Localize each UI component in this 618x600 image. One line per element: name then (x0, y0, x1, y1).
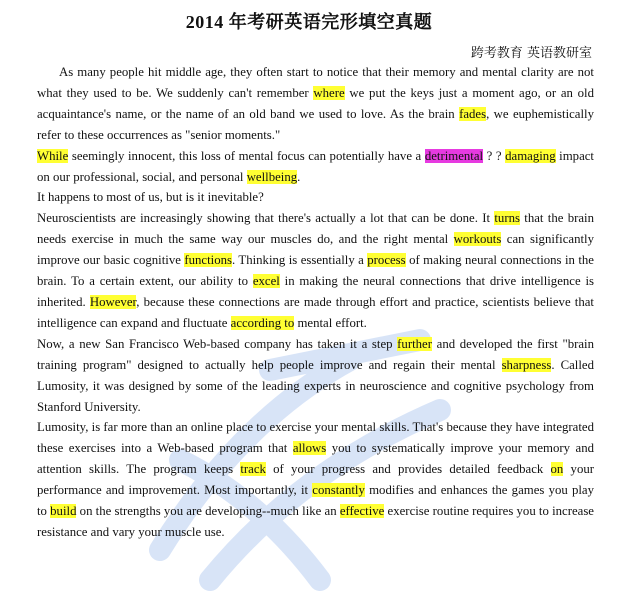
paragraph-5 (37, 334, 594, 418)
document-body (37, 62, 594, 543)
text-run: can significantly improve our basic cognitive (37, 232, 594, 268)
page-title: 2014 年考研英语完形填空真题 (185, 12, 433, 32)
organization-label: 跨考教育 英语教研室 (470, 46, 592, 61)
highlighted-word: process (367, 253, 406, 268)
text-run: It happens to most of us, but is it inevitable? (37, 190, 264, 205)
highlighted-word: on (550, 462, 564, 477)
text-run: . Called Lumosity, it was designed by some of the leading experts in neuroscience and cognitive psychology from Stanford University. (37, 357, 594, 414)
text-run: exercise routine requires you to increase resistance and vary your muscle use. (37, 504, 594, 539)
text-run: modifies and enhances the games you play to (37, 483, 595, 519)
text-run: . Thinking is essentially a (231, 253, 368, 268)
highlighted-word: However (89, 294, 137, 309)
text-run: you to systematically improve your memory and attention skills. The program keeps (37, 441, 594, 477)
text-run: that the brain needs exercise in much the same way our muscles do, and the right mental (37, 211, 594, 247)
text-run: we put the keys just a moment ago, or an old acquaintance's name, or the name of an old band we used to love. As the brain (37, 85, 594, 121)
highlighted-word: track (240, 462, 266, 477)
paragraph-3 (37, 187, 594, 208)
text-run: Neuroscientists are increasingly showing that there's actually a lot that can be done. It (37, 211, 495, 226)
text-run: . (297, 169, 301, 184)
highlighted-word: damaging (505, 148, 556, 163)
text-run: ? ? (483, 148, 506, 163)
text-run: Lumosity, is far more than an online place to exercise your mental skills. That's because they have integrated these exercises into a Web-based program that (37, 420, 594, 456)
highlighted-word: turns (494, 211, 520, 226)
paragraph-4 (37, 208, 594, 333)
highlighted-word: build (50, 504, 77, 519)
highlighted-word: constantly (312, 483, 365, 498)
text-run: and developed the first "brain training program" designed to actually help people improve and regain their mental (37, 336, 594, 372)
text-run: on the strengths you are developing--much like an (76, 504, 340, 519)
paragraph-1 (37, 62, 594, 146)
highlighted-word: according to (230, 315, 295, 330)
text-run: Now, a new San Francisco Web-based company has taken it a step (37, 336, 398, 351)
text-run: , we euphemistically refer to these occurrences as "senior moments." (37, 106, 594, 142)
highlighted-word-magenta: detrimental (424, 148, 484, 163)
text-run: seemingly innocent, this loss of mental focus can potentially have a (68, 148, 425, 163)
text-run: your performance and improvement. Most importantly, it (37, 462, 595, 498)
highlighted-word: excel (252, 274, 280, 289)
highlighted-word: wellbeing (246, 169, 298, 184)
highlighted-word: where (313, 85, 345, 100)
paragraph-6 (37, 417, 594, 542)
highlighted-word: functions (184, 253, 232, 268)
highlighted-word: sharpness (501, 357, 552, 372)
text-run: , because these connections are made through effort and practice, scientists believe that intelligence can expand and fluctuate (37, 294, 594, 330)
text-run: of making neural connections in the brain. To a certain extent, our ability to (37, 253, 594, 289)
text-run: mental effort. (294, 315, 367, 330)
text-run: As many people hit middle age, they often start to notice that their memory and mental clarity are not what they used to be. We suddenly can't remember (37, 65, 594, 100)
text-run: impact on our professional, social, and personal (37, 148, 594, 184)
text-run: in making the neural connections that drive intelligence is inherited. (37, 274, 594, 309)
text-run: of your progress and provides detailed feedback (265, 462, 551, 477)
paragraph-2 (37, 146, 594, 188)
highlighted-word: effective (339, 504, 385, 519)
highlighted-word: fades (459, 106, 487, 121)
highlighted-word: allows (292, 441, 327, 456)
highlighted-word: further (397, 336, 432, 351)
highlighted-word: While (37, 148, 69, 163)
highlighted-word: workouts (453, 232, 502, 247)
